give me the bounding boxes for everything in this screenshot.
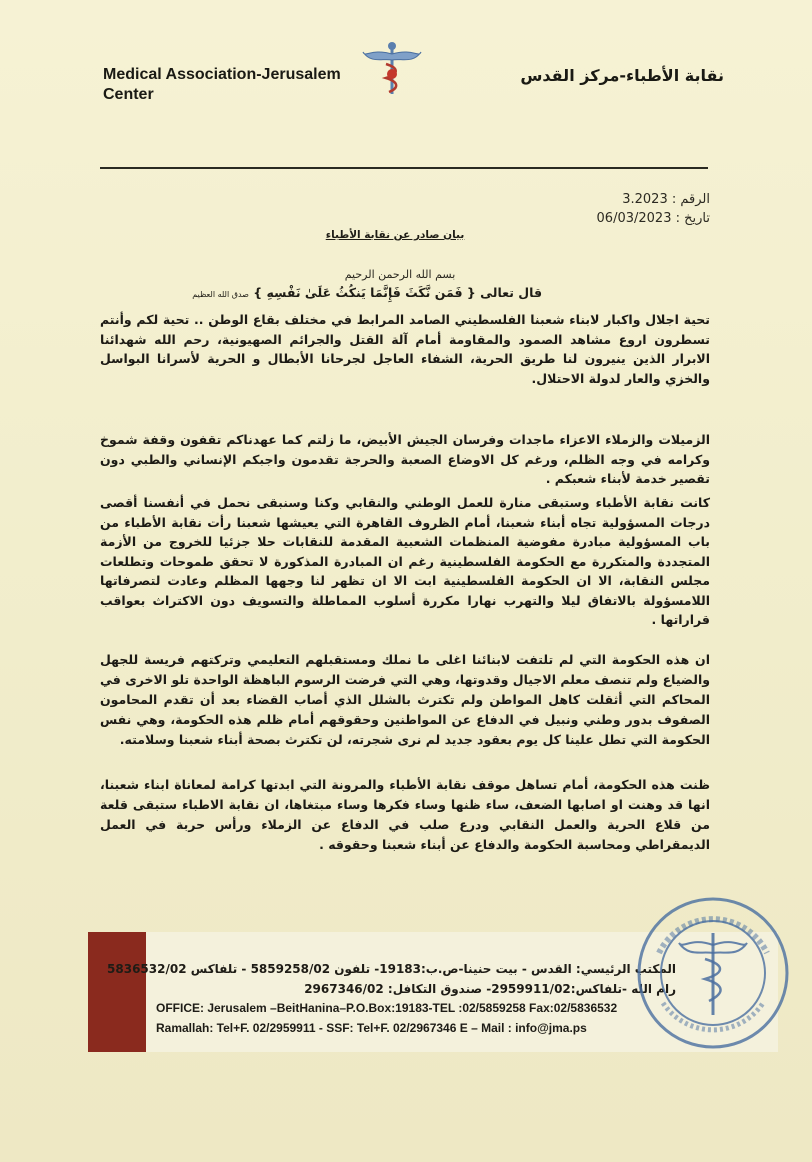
quran-verse-suffix: صدق الله العظيم xyxy=(192,290,249,299)
footer-ramallah-arabic: رام الله -تلفاكس:2959911/02- صندوق التكافل: 2967346/02 xyxy=(304,981,676,996)
footer-address-english: OFFICE: Jerusalem –BeitHanina–P.O.Box:19183-TEL :02/5859258 Fax:02/5836532 xyxy=(156,1001,618,1015)
paragraph-government-criticism: ان هذه الحكومة التي لم تلتفت لابنائنا اغلى ما نملك ومستقبلهم التعليمي وتركتهم فريسة للجهل والضياع ولم تنصف معلم الاجيال وقدوتها، وهي التي فرضت الرسوم الباهظة الواحدة تلو الاخرى في المحاكم التي أثقلت كاهل المواطن ولم تكترث بالشلل الذي أصاب القضاء بعد أن تقدم المحامون الصفوف بدور وطني ونبيل في الدفاع عن المواطنين وحقوقهم أمام ظلم هذه الحكومة، وهي نفس الحكومة التي تطل علينا كل يوم بعقود جديد لم نرى شجرته، لن تكترث بصحة أبناء شعبنا وسلامته. xyxy=(100,652,710,747)
official-stamp xyxy=(633,893,793,1053)
quran-verse-text: قال تعالى { فَمَن نَّكَثَ فَإِنَّمَا يَنكُثُ عَلَىٰ نَفْسِهِ } xyxy=(253,285,542,300)
org-name-english xyxy=(103,65,343,105)
statement-subject: بيان صادر عن نقابة الأطباء xyxy=(325,229,465,241)
caduceus-logo-icon xyxy=(361,38,423,98)
org-name-arabic: نقابة الأطباء-مركز القدس xyxy=(520,66,724,85)
document-date-label: تاريخ : xyxy=(675,211,710,226)
paragraph-colleagues: الزميلات والزملاء الاعزاء ماجدات وفرسان الجيش الأبيض، ما زلتم كما عهدناكم تقفون وقفة شموخ وكرامه في وجه الظلم، ورغم كل الاوضاع الصعبة والحرجة تقدمون واجبكم الإنساني والطبي دون تقصير خدمة لأبناء شعبكم . xyxy=(100,432,710,486)
quran-verse xyxy=(192,285,542,300)
paragraph-conclusion: ظنت هذه الحكومة، أمام تساهل موقف نقابة الأطباء والمرونة التي ابدتها كرامة لمعاناة ابناء شعبنا، انها قد وهنت او اصابها الضعف، ساء ظنها وساء فكرها وساء مبتغاها، ان نقابة الاطباء ستبقى قلعة من قلاع الحرية والعمل النقابي ودرع صلب في الدفاع عن الزملاء ورأس حربة في العمل الديمقراطي ومحاسبة الحكومة والدفاع عن أبناء شعبنا وحقوقه . xyxy=(100,777,710,852)
document-date-row xyxy=(580,209,710,228)
org-name-english-line2: Center xyxy=(103,86,154,103)
footer-contact-info xyxy=(107,960,676,1038)
paragraph-greeting: تحية اجلال واكبار لابناء شعبنا الفلسطيني الصامد المرابط في مختلف بقاع الوطن .. تحية لكم وأنتم تسطرون اروع مشاهد الصمود والمقاومة أمام آلة القتل والجرائم الصهيونية، رحم الله شهدائنا الابرار الذين ينيرون لنا طريق الحرية، الشفاء العاجل لجرحانا الأبطال و الحرية لأسرانا البواسل والخزي والعار لدولة الاحتلال. xyxy=(100,312,710,386)
document-date-value: 06/03/2023 xyxy=(596,211,672,226)
paragraph-syndicate-position: كانت نقابة الأطباء وستبقى منارة للعمل الوطني والنقابي وكنا وسنبقى نحمل في أنفسنا أقصى درجات المسؤولية تجاه أبناء شعبنا، أمام الظروف القاهرة التي يعيشها شعبنا رأت نقابة الأطباء من باب المسؤولية مبادرة مفوضية المنظمات الشعبية المقدمة للنقابات حلا جزئيا للخروج من الأزمة المتجددة والمتكررة مع الحكومة الفلسطينية رغم ان المبادرة المذكورة لا تحقق طموحات وتطلعات مجلس النقابة، الا ان الحكومة الفلسطينية ابت الا ان تظهر لنا وجهها المظلم وعادت لتصرفاتها اللامسؤولة بالاتفاق ليلا والتهرب نهارا مكررة أسلوب المماطلة والتسويف دون الاكتراث بعواقب قراراتها . xyxy=(100,495,710,627)
document-number-label: الرقم : xyxy=(671,192,710,207)
header-divider xyxy=(100,167,708,169)
footer-color-bar xyxy=(88,932,146,1052)
document-meta xyxy=(580,190,710,228)
document-number-value: 3.2023 xyxy=(622,192,668,207)
org-name-english-line1: Medical Association-Jerusalem xyxy=(103,66,341,83)
footer-address-arabic: المكتب الرئيسي: القدس - بيت حنينا-ص.ب:19183- تلفون 5859258/02 - تلفاكس 5836532/02 xyxy=(107,962,676,976)
document-number-row xyxy=(580,190,710,209)
basmala: بسم الله الرحمن الرحيم xyxy=(344,268,456,281)
footer-ramallah-english: Ramallah: Tel+F. 02/2959911 - SSF: Tel+F. 02/2967346 E – Mail : info@jma.ps xyxy=(156,1020,587,1035)
